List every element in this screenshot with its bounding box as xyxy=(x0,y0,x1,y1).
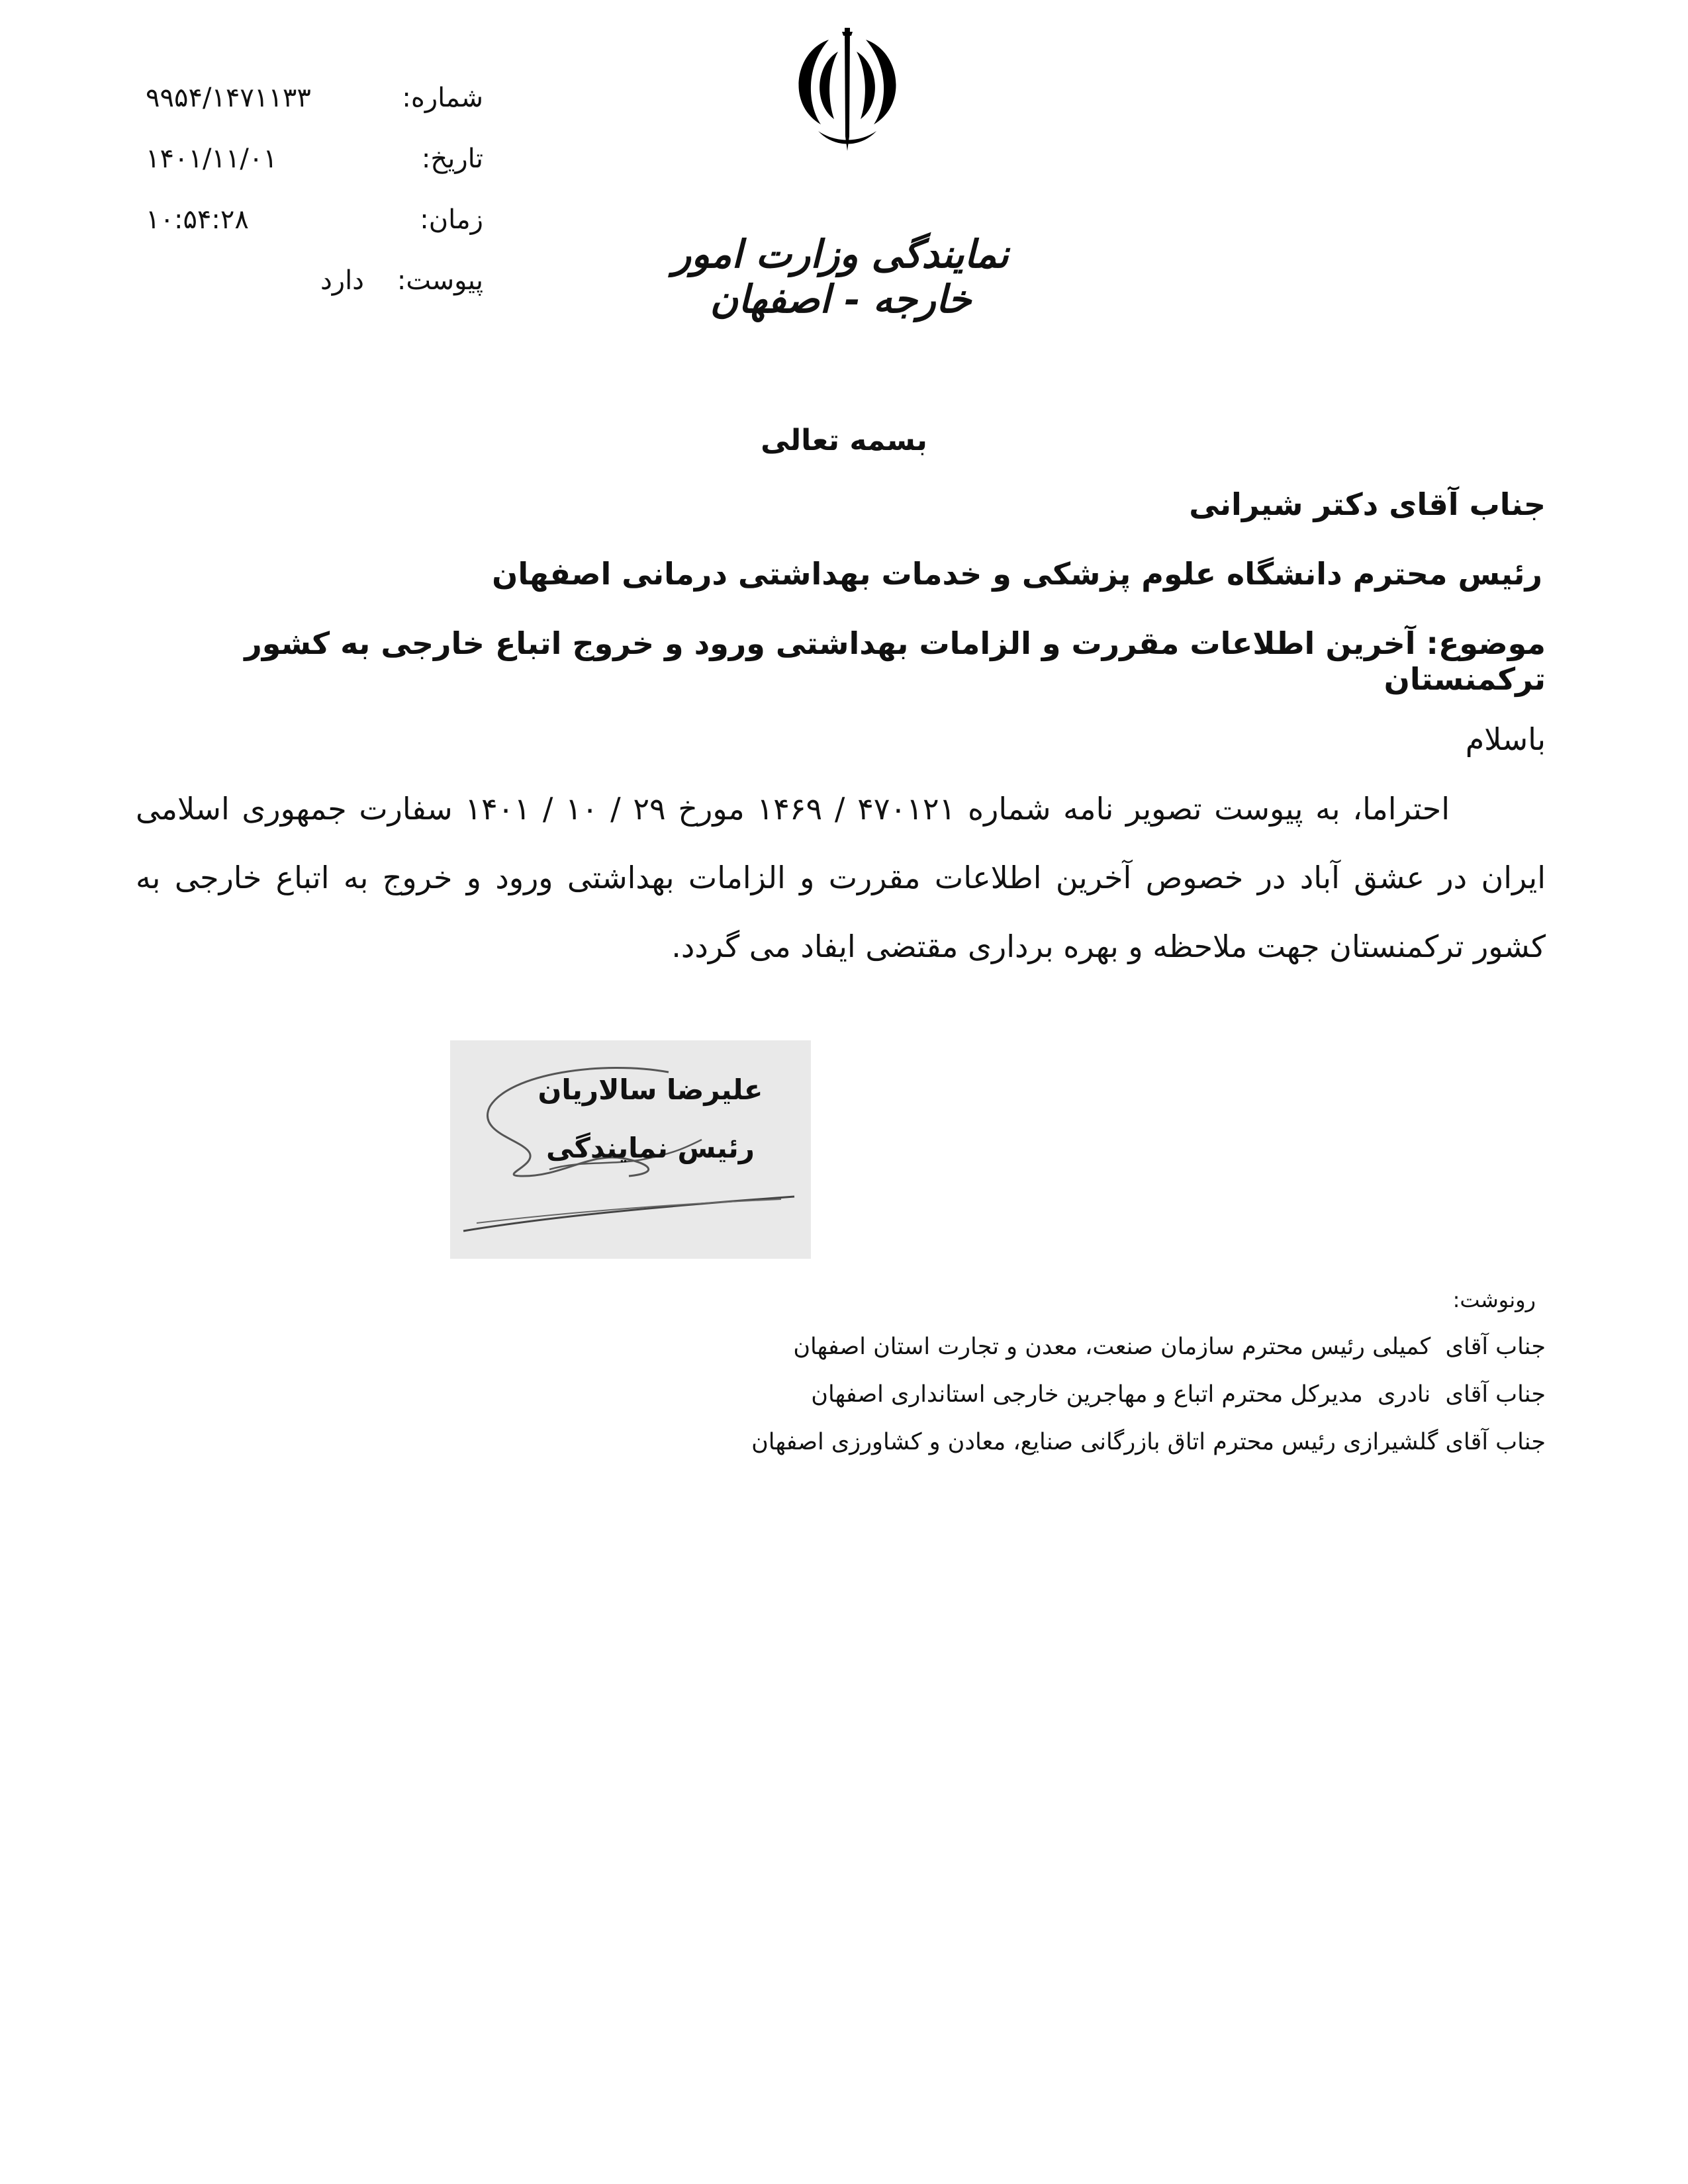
letter-meta xyxy=(139,83,483,326)
meta-attachment-row xyxy=(139,265,483,326)
date-value: ۱۴۰۱/۱۱/۰۱ xyxy=(146,144,277,174)
addressee-title: رئیس محترم دانشگاه علوم پزشکی و خدمات بهداشتی درمانی اصفهان xyxy=(492,556,1542,592)
meta-date-row xyxy=(139,144,483,205)
invocation: بسمه تعالی xyxy=(761,424,927,457)
ministry-caption: نمایندگی وزارت امور خارجه - اصفهان xyxy=(673,232,1009,322)
letter-body: احتراما، به پیوست تصویر نامه شماره ۴۷۰۱۲۱ / ۱۴۶۹ مورخ ۲۹ / ۱۰ / ۱۴۰۱ سفارت جمهوری اسلامی ایران در عشق آباد در خصوص آخرین اطلاعات مقررت و الزامات بهداشتی ورود و خروج به اتباع خارجی به کشور ترکمنستان جهت ملاحظه و بهره برداری مقتضی ایفاد می گردد. xyxy=(136,791,1546,964)
meta-number-row xyxy=(139,83,483,144)
addressee-name: جناب آقای دکتر شیرانی xyxy=(1189,486,1546,522)
number-value: ۹۹۵۴/۱۴۷۱۱۳۳ xyxy=(146,83,311,113)
iran-emblem-icon xyxy=(781,25,914,155)
number-label: شماره: xyxy=(402,83,483,113)
copy-recipient: جناب آقای نادری مدیرکل محترم اتباع و مهاجرین خارجی استانداری اصفهان xyxy=(811,1381,1546,1408)
attachment-value: دارد xyxy=(320,265,364,296)
copies-label: رونوشت: xyxy=(1452,1287,1536,1312)
meta-time-row xyxy=(139,205,483,265)
letter-subject: موضوع: آخرین اطلاعات مقررت و الزامات بهداشتی ورود و خروج اتباع خارجی به کشور ترکمنستان xyxy=(244,625,1546,697)
date-label: تاریخ: xyxy=(421,144,483,174)
time-label: زمان: xyxy=(420,205,483,235)
copies-list xyxy=(751,1334,1546,1477)
signatory-name: علیرضا سالاریان xyxy=(538,1073,763,1106)
greeting: باسلام xyxy=(1465,721,1546,757)
time-value: ۱۰:۵۴:۲۸ xyxy=(146,205,249,235)
copy-recipient: جناب آقای گلشیرازی رئیس محترم اتاق بازرگانی صنایع، معادن و کشاورزی اصفهان xyxy=(751,1429,1546,1455)
signature-stamp xyxy=(450,1040,811,1259)
signatory-title: رئیس نمایندگی xyxy=(546,1132,755,1164)
copy-recipient: جناب آقای کمیلی رئیس محترم سازمان صنعت، معدن و تجارت استان اصفهان xyxy=(793,1334,1546,1360)
attachment-label: پیوست: xyxy=(397,265,483,296)
